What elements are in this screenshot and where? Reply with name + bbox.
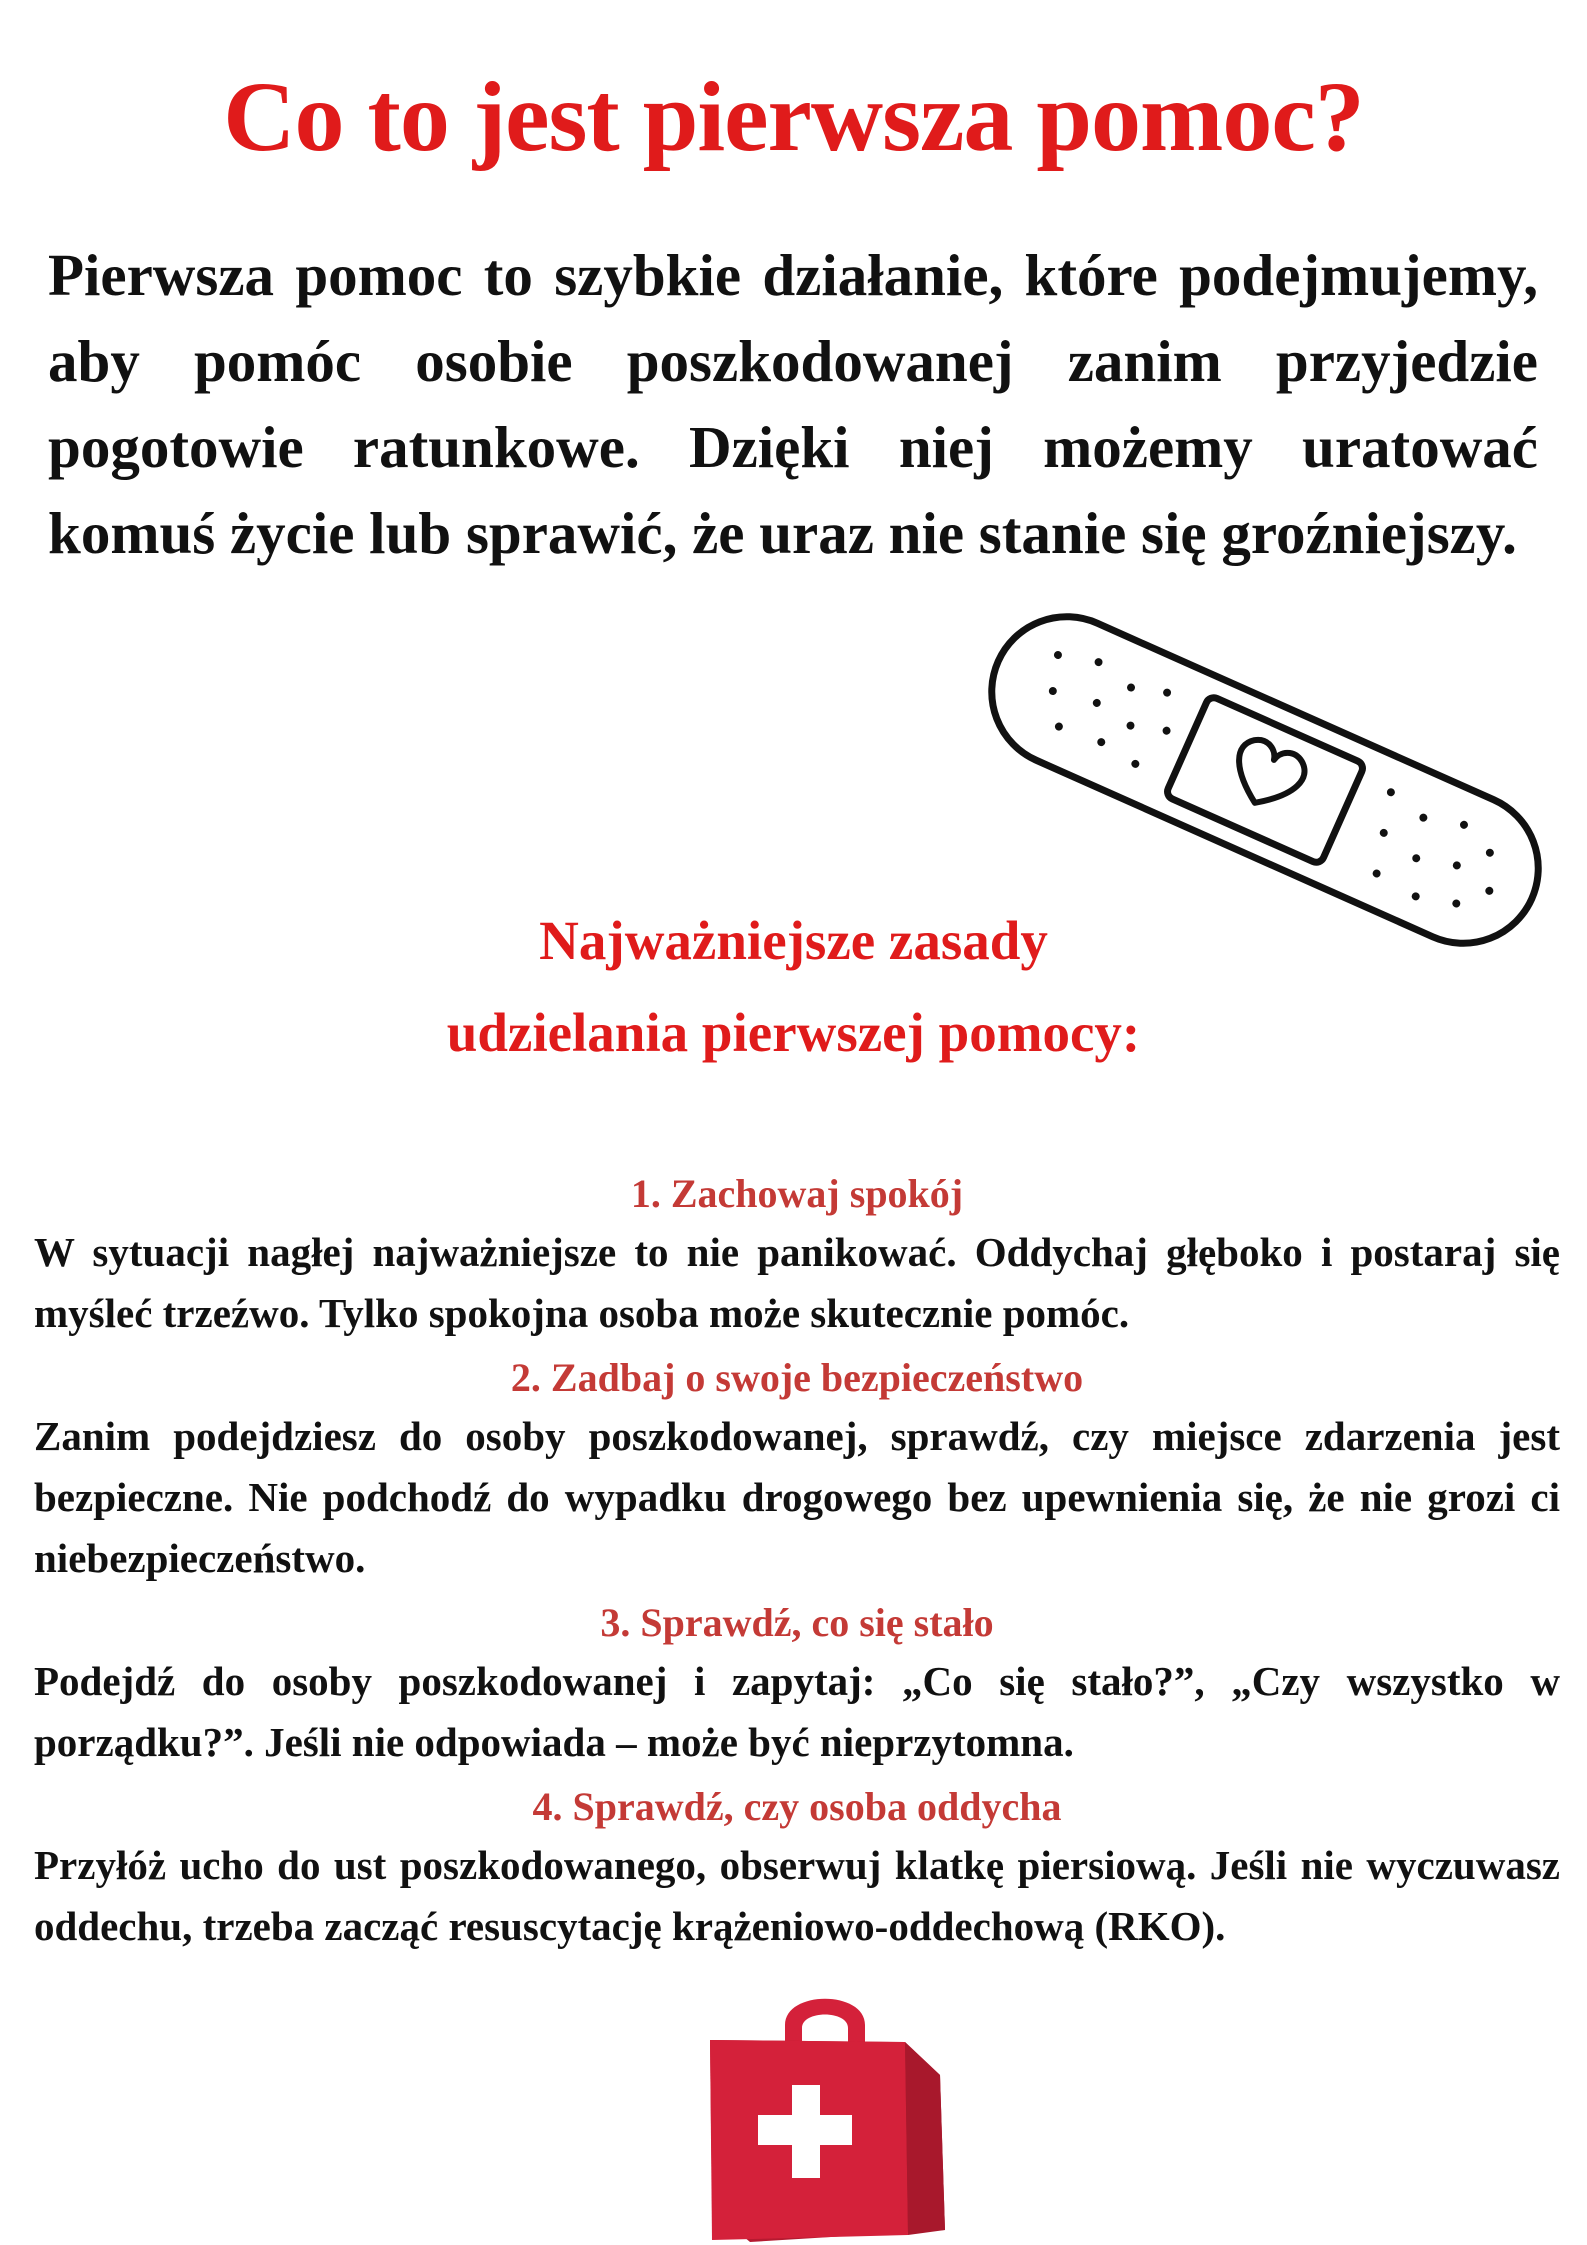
- page-title: Co to jest pierwsza pomoc?: [223, 61, 1364, 172]
- rule-body: W sytuacji nagłej najważniejsze to nie panikować. Oddychaj głęboko i postaraj się myśleć trzeźwo. Tylko spokojna osoba może skutecznie pomóc.: [34, 1229, 1560, 1336]
- rule-item: [34, 1165, 1560, 1344]
- rule-heading: 2. Zadbaj o swoje bezpieczeństwo: [510, 1355, 1084, 1400]
- rules-title-line-1: Najważniejsze zasady: [539, 910, 1048, 971]
- intro-paragraph: Pierwsza pomoc to szybkie działanie, które podejmujemy, aby pomóc osobie poszkodowanej zanim przyjedzie pogotowie ratunkowe. Dzięki niej możemy uratować komuś życie lub sprawić, że uraz nie stanie się groźniejszy.: [48, 242, 1538, 566]
- rules-title-line-2: udzielania pierwszej pomocy:: [446, 1002, 1141, 1063]
- rules-section-title: [0, 895, 1587, 1079]
- rule-item: [34, 1778, 1560, 1957]
- rule-body: Przyłóż ucho do ust poszkodowanego, obserwuj klatkę piersiową. Jeśli nie wyczuwasz oddechu, trzeba zacząć resuscytację krążeniowo-oddechową (RKO).: [34, 1842, 1560, 1949]
- rule-heading: 3. Sprawdź, co się stało: [600, 1600, 994, 1645]
- rule-body: Podejdź do osoby poszkodowanej i zapytaj: „Co się stało?”, „Czy wszystko w porządku?”. Jeśli nie odpowiada – może być nieprzytomna.: [34, 1658, 1560, 1765]
- rules-list: [34, 1160, 1560, 1957]
- rule-heading: 4. Sprawdź, czy osoba oddycha: [532, 1784, 1062, 1829]
- first-aid-kit-icon: [690, 1980, 960, 2245]
- rule-item: [34, 1594, 1560, 1773]
- rule-heading: 1. Zachowaj spokój: [630, 1171, 964, 1216]
- rule-item: [34, 1349, 1560, 1589]
- rule-body: Zanim podejdziesz do osoby poszkodowanej, sprawdź, czy miejsce zdarzenia jest bezpieczne. Nie podchodź do wypadku drogowego bez upewnienia się, że nie grozi ci niebezpieczeństwo.: [34, 1413, 1560, 1581]
